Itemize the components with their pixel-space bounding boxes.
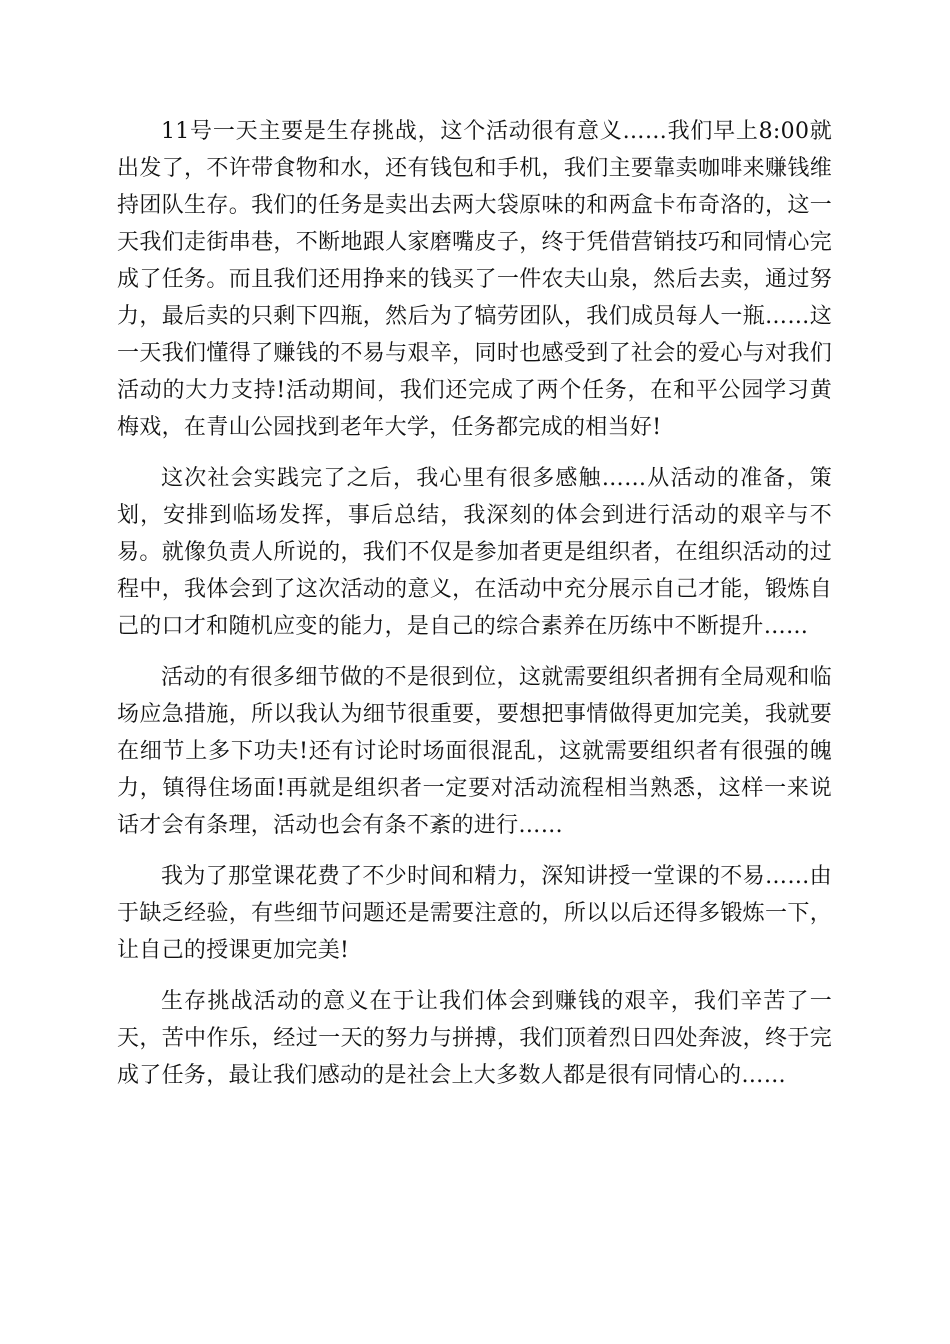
- paragraph-details-organization: 活动的有很多细节做的不是很到位，这就需要组织者拥有全局观和临场应急措施，所以我认为细节很重要，要想把事情做得更加完美，我就要在细节上多下功夫!还有讨论时场面很混乱，这就需要组织者有很强的魄力，镇得住场面!再就是组织者一定要对活动流程相当熟悉，这样一来说话才会有条理，活动也会有条不紊的进行……: [117, 665, 832, 838]
- paragraph-lesson-teaching: 我为了那堂课花费了不少时间和精力，深知讲授一堂课的不易……由于缺乏经验，有些细节问题还是需要注意的，所以以后还得多锻炼一下，让自己的授课更加完美!: [117, 864, 832, 963]
- paragraph-survival-challenge: 11号一天主要是生存挑战，这个活动很有意义……我们早上8:00就出发了，不许带食物和水，还有钱包和手机，我们主要靠卖咖啡来赚钱维持团队生存。我们的任务是卖出去两大袋原味的和两盒卡布奇洛的，这一天我们走街串巷，不断地跟人家磨嘴皮子，终于凭借营销技巧和同情心完成了任务。而且我们还用挣来的钱买了一件农夫山泉，然后去卖，通过努力，最后卖的只剩下四瓶，然后为了犒劳团队，我们成员每人一瓶……这一天我们懂得了赚钱的不易与艰辛，同时也感受到了社会的爱心与对我们活动的大力支持!活动期间，我们还完成了两个任务，在和平公园学习黄梅戏，在青山公园找到老年大学，任务都完成的相当好!: [117, 119, 832, 440]
- paragraph-challenge-meaning: 生存挑战活动的意义在于让我们体会到赚钱的艰辛，我们辛苦了一天，苦中作乐，经过一天的努力与拼搏，我们顶着烈日四处奔波，终于完成了任务，最让我们感动的是社会上大多数人都是很有同情心的……: [117, 989, 832, 1088]
- paragraph-practice-reflection: 这次社会实践完了之后，我心里有很多感触……从活动的准备，策划，安排到临场发挥，事后总结，我深刻的体会到进行活动的艰辛与不易。就像负责人所说的，我们不仅是参加者更是组织者，在组织活动的过程中，我体会到了这次活动的意义，在活动中充分展示自己才能，锻炼自己的口才和随机应变的能力，是自己的综合素养在历练中不断提升……: [117, 466, 832, 639]
